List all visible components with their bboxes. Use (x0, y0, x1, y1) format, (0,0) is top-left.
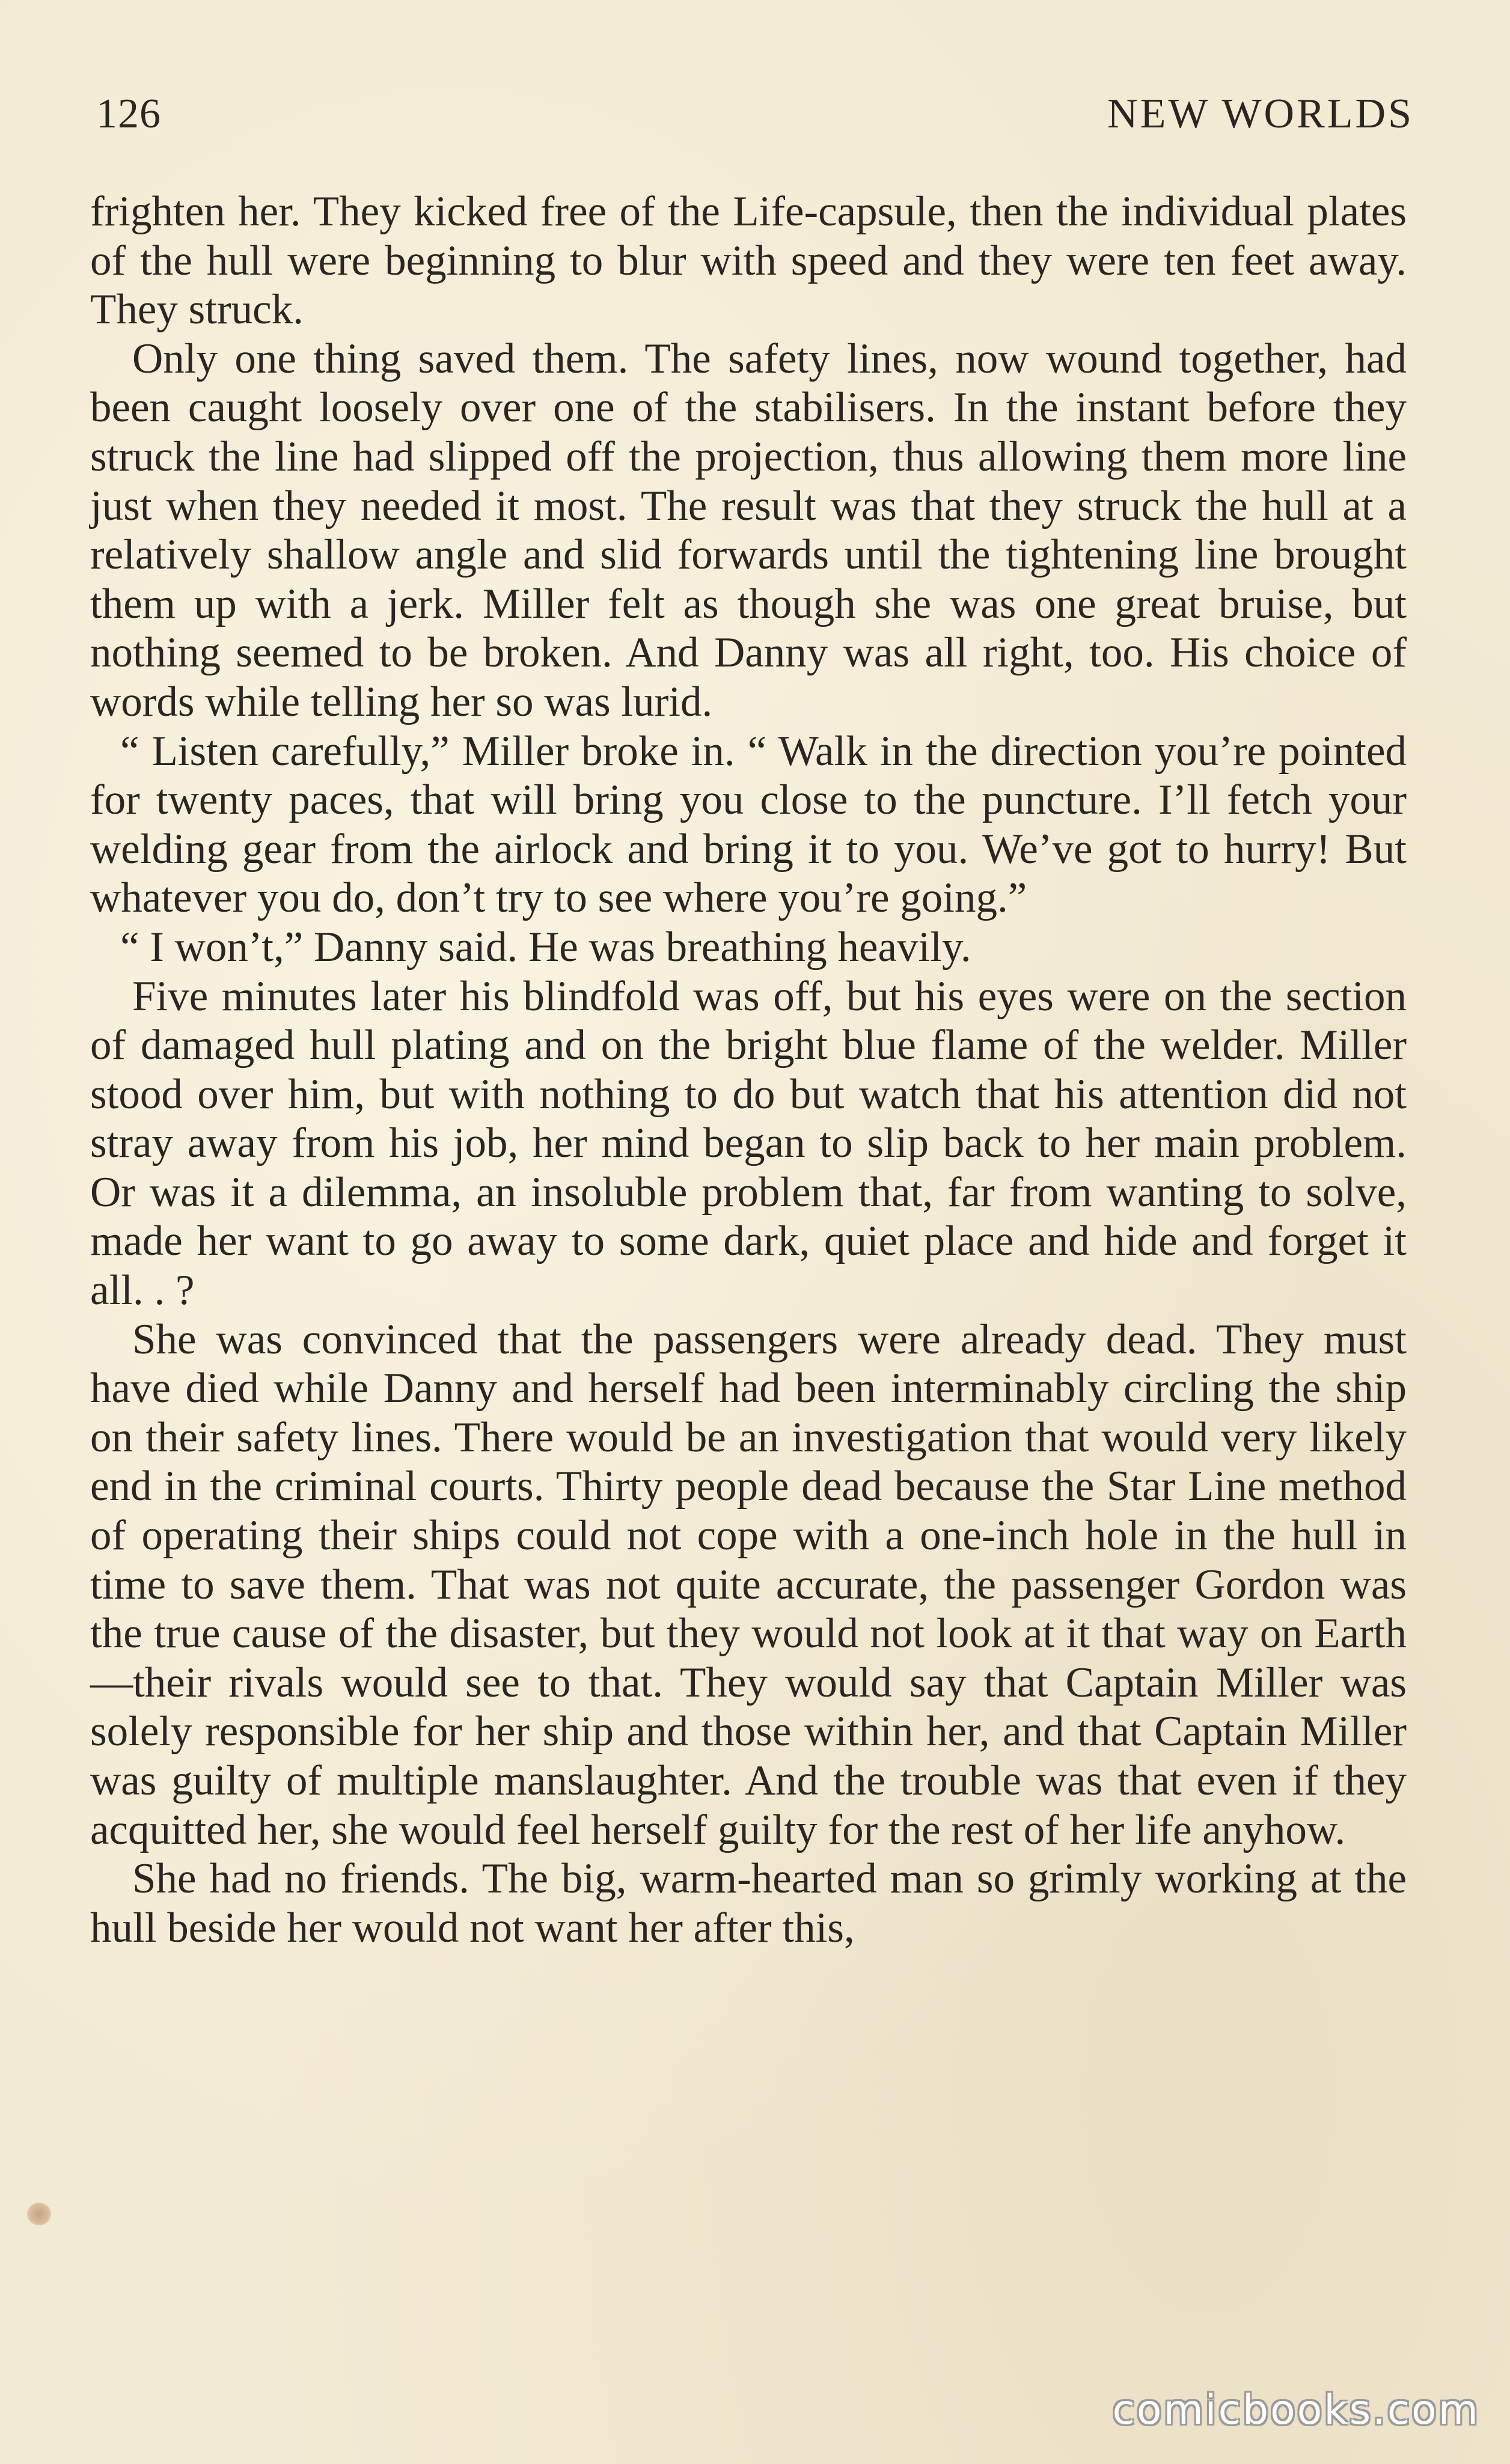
paragraph: She was convinced that the passengers were already dead. They must have died while Danny and herself had been interminably circling the ship on their safety lines. There would be an investigation that would very likely end in the criminal courts. Thirty people dead because the Star Line method of operating their ships could not cope with a one-inch hole in the hull in time to save them. That was not quite accurate, the passenger Gordon was the true cause of the disaster, but they would not look at it that way on Earth—their rivals would see to that. They would say that Captain Miller was solely responsible for her ship and those within her, and that Captain Miller was guilty of multiple manslaughter. And the trouble was that even if they acquitted her, she would feel herself guilty for the rest of her life anyhow. (90, 1316, 1407, 1853)
ink-smudge (27, 2203, 51, 2225)
paragraph: “ Listen carefully,” Miller broke in. “ Walk in the direction you’re pointed for twenty paces, that will bring you close to the puncture. I’ll fetch your welding gear from the airlock and bring it to you. We’ve got to hurry! But whatever you do, don’t try to see where you’re going.” (90, 727, 1407, 922)
paragraph: Five minutes later his blindfold was off, but his eyes were on the section of damaged hull plating and on the bright blue flame of the welder. Miller stood over him, but with nothing to do but watch that his attention did not stray away from his job, her mind began to slip back to her main problem. Or was it a dilemma, an insoluble problem that, far from wanting to solve, made her want to go away to some dark, quiet place and hide and forget it all. . ? (90, 972, 1407, 1314)
paragraph: “ I won’t,” Danny said. He was breathing heavily. (120, 923, 971, 971)
paragraph: frighten her. They kicked free of the Life-capsule, then the individual plates of the hull were beginning to blur with speed and they were ten feet away. They struck. (90, 188, 1407, 334)
running-title: NEW WORLDS (1107, 91, 1414, 137)
paragraph: She had no friends. The big, warm-hearted man so grimly working at the hull beside her would not want her after this, (90, 1855, 1407, 1951)
body-text (90, 188, 1407, 1953)
paragraph: Only one thing saved them. The safety lines, now wound together, had been caught loosely over one of the stabilisers. In the instant before they struck the line had slipped off the projection, thus allowing them more line just when they needed it most. The result was that they struck the hull at a relatively shallow angle and slid forwards until the tightening line brought them up with a jerk. Miller felt as though she was one great bruise, but nothing seemed to be broken. And Danny was all right, too. His choice of words while telling her so was lurid. (90, 335, 1407, 725)
page-number: 126 (96, 91, 161, 137)
watermark: comicbooks.com (1112, 2386, 1480, 2434)
running-header (96, 90, 1414, 150)
